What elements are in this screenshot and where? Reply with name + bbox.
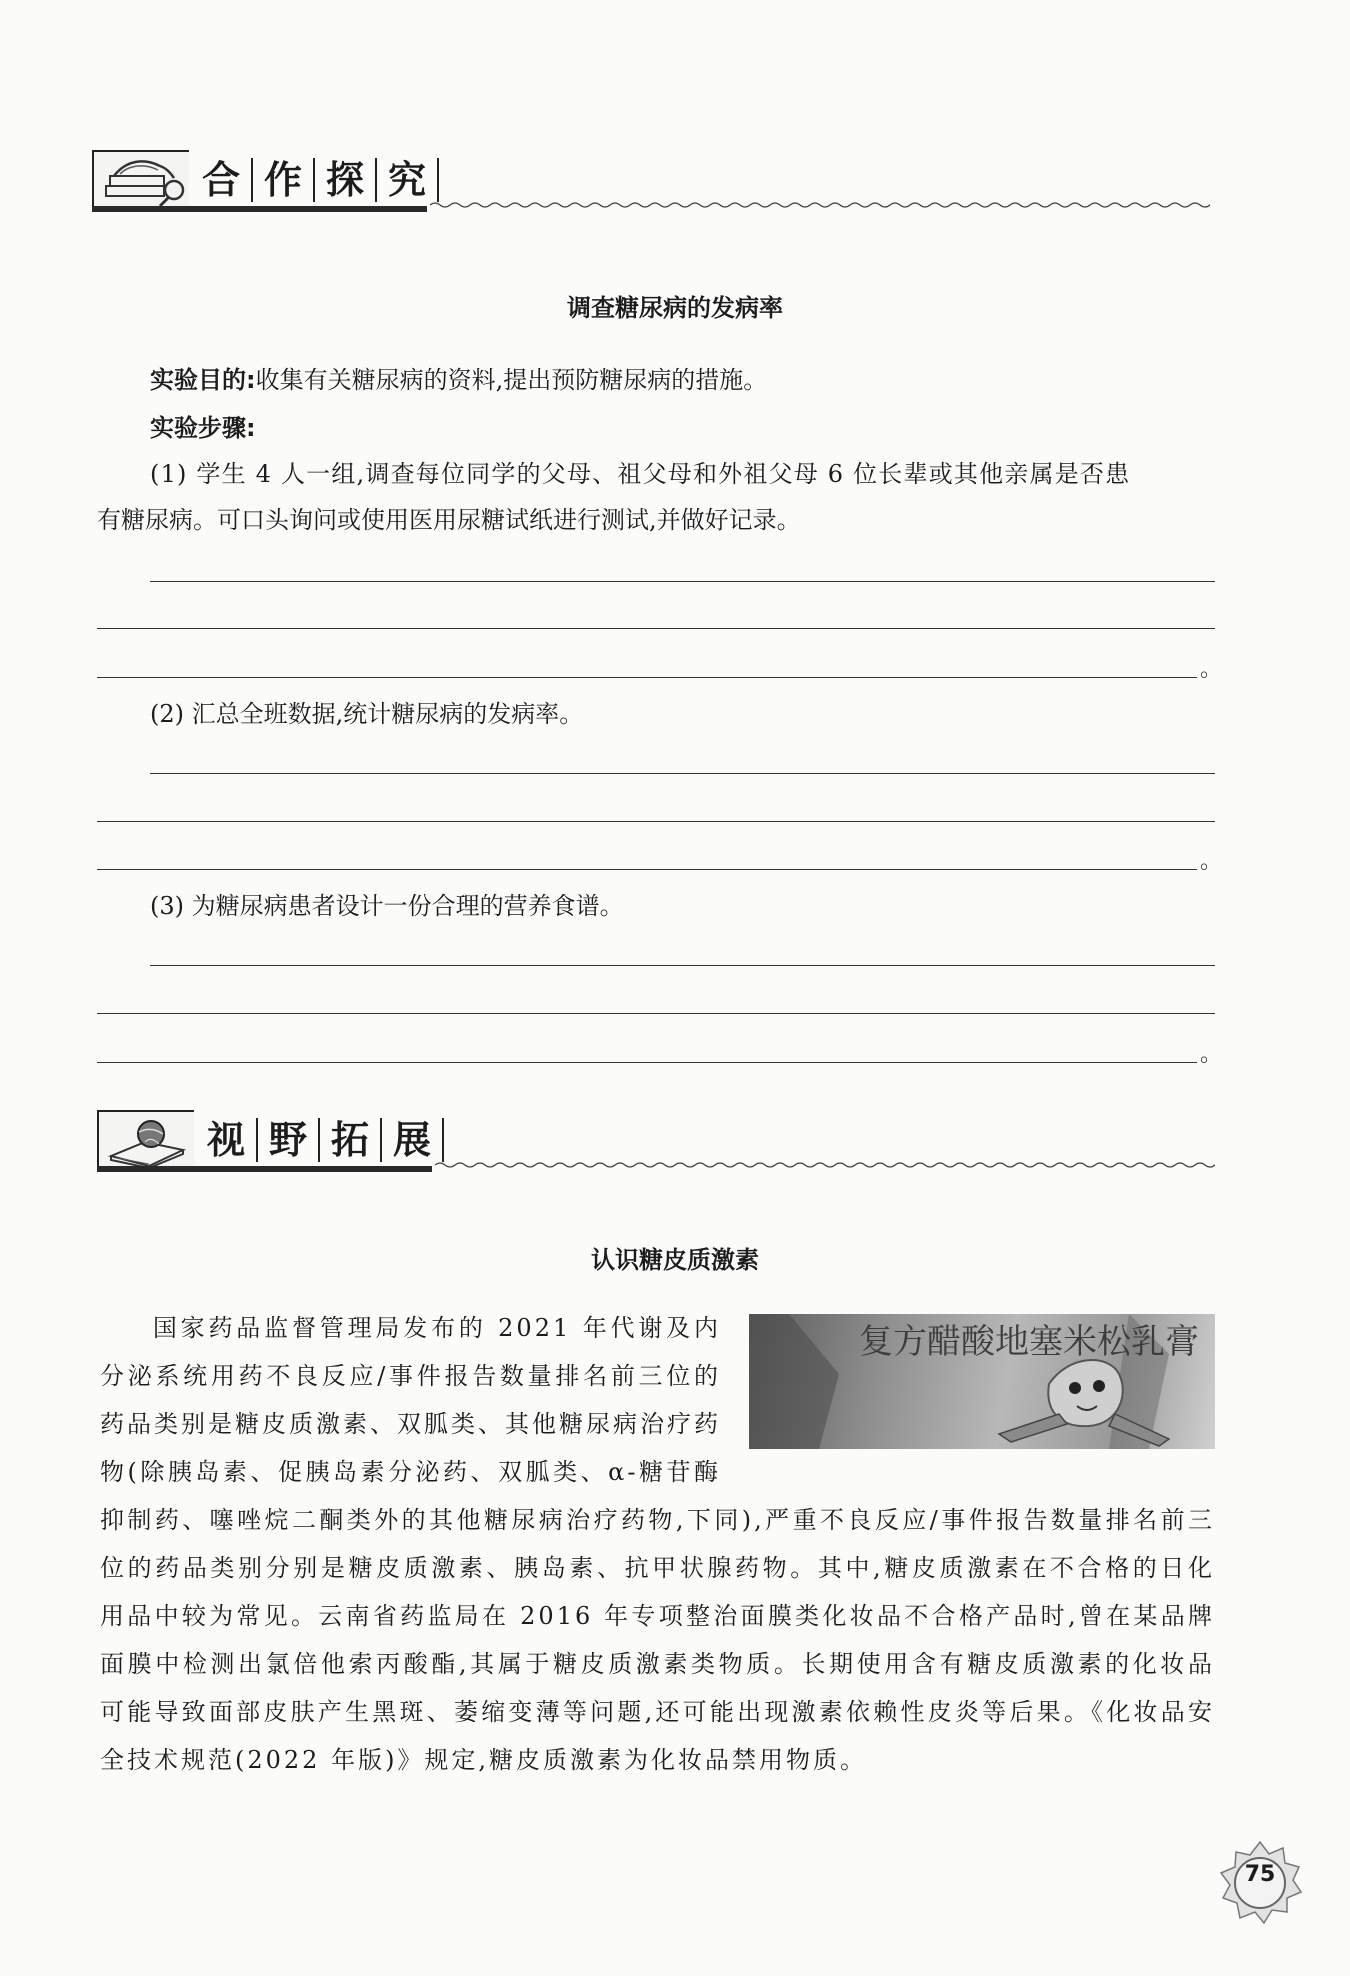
answer-line[interactable]	[150, 965, 1215, 966]
step-2: (2) 汇总全班数据,统计糖尿病的发病率。	[150, 700, 584, 728]
title-char: 探	[315, 158, 377, 202]
section-header-cooperative-inquiry	[92, 150, 1212, 210]
globe-book-icon	[97, 1110, 194, 1168]
step-1-line-1: (1) 学生 4 人一组,调查每位同学的父母、祖父母和外祖父母 6 位长辈或其他亲属是否患	[150, 460, 1131, 488]
answer-line[interactable]	[97, 821, 1215, 822]
title-char: 拓	[320, 1118, 382, 1162]
section-underline-bar	[97, 1166, 432, 1172]
ointment-image	[749, 1314, 1215, 1449]
answer-line[interactable]	[97, 1013, 1215, 1014]
period-mark: 。	[1200, 849, 1223, 874]
section-title	[202, 154, 439, 206]
wavy-divider	[435, 1160, 1215, 1170]
title-char: 野	[258, 1118, 320, 1162]
wavy-divider	[430, 200, 1210, 210]
period-mark: 。	[1200, 657, 1223, 682]
answer-line[interactable]	[97, 1062, 1197, 1063]
purpose-text: 收集有关糖尿病的资料,提出预防糖尿病的措施。	[255, 366, 768, 394]
title-char: 究	[377, 158, 439, 202]
title-char: 合	[202, 158, 253, 202]
step-1-line-2: 有糖尿病。可口头询问或使用医用尿糖试纸进行测试,并做好记录。	[97, 506, 801, 534]
period-mark: 。	[1200, 1042, 1223, 1067]
title-char: 展	[382, 1118, 444, 1162]
section-header-horizon-expansion	[97, 1110, 1217, 1170]
subsection-title: 调查糖尿病的发病率	[567, 294, 783, 322]
article-text: 国家药品监督管理局发布的 2021 年代谢及内分泌系统用药不良反应/事件报告数量排名前三位的药品类别是糖皮质激素、双胍类、其他糖尿病治疗药物(除胰岛素、促胰岛素分泌药、双胍类、α-糖苷酶抑制药、噻唑烷二酮类外的其他糖尿病治疗药物,下同),严重不良反应/事件报告数量排名前三位的药品类别分别是糖皮质激素、胰岛素、抗甲状腺药物。其中,糖皮质激素在不合格的日化用品中较为常见。云南省药监局在 2016 年专项整治面膜类化妆品不合格产品时,曾在某品牌面膜中检测出氯倍他索丙酸酯,其属于糖皮质激素类物质。长期使用含有糖皮质激素的化妆品可能导致面部皮肤产生黑斑、萎缩变薄等问题,还可能出现激素依赖性皮炎等后果。《化妆品安全技术规范(2022 年版)》规定,糖皮质激素为化妆品禁用物质。	[100, 1314, 1215, 1774]
step-3: (3) 为糖尿病患者设计一份合理的营养食谱。	[150, 892, 624, 920]
image-caption: 复方醋酸地塞米松乳膏	[859, 1322, 1199, 1362]
answer-line[interactable]	[97, 628, 1215, 629]
purpose-label: 实验目的:	[150, 366, 256, 394]
books-icon	[92, 150, 189, 208]
title-char: 视	[207, 1118, 258, 1162]
answer-line[interactable]	[97, 869, 1197, 870]
steps-label: 实验步骤:	[150, 414, 256, 442]
section-underline-bar	[92, 206, 427, 212]
answer-line[interactable]	[150, 773, 1215, 774]
section-title	[207, 1114, 444, 1166]
subsection-title: 认识糖皮质激素	[591, 1246, 759, 1274]
answer-line[interactable]	[150, 581, 1215, 582]
title-char: 作	[253, 158, 315, 202]
article-body	[100, 1304, 1215, 1784]
page-number: 75	[1244, 1862, 1276, 1887]
answer-line[interactable]	[97, 677, 1197, 678]
purpose-paragraph	[150, 356, 767, 404]
